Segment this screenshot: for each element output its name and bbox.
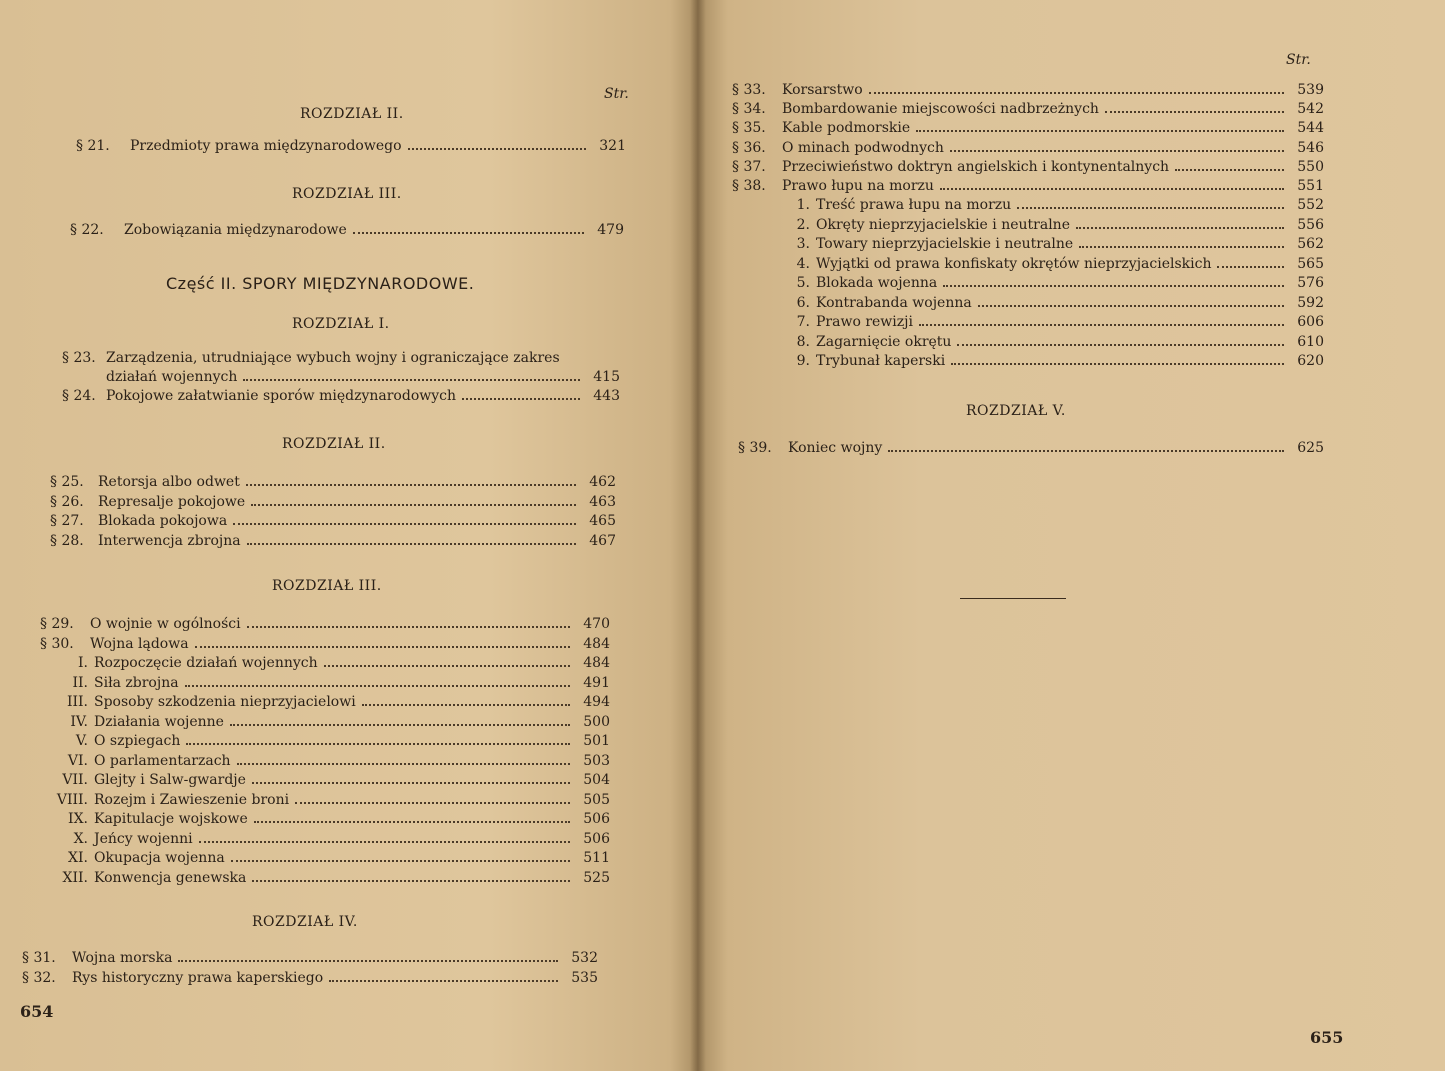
dot-leader [237,762,570,765]
section-number: § 35. [732,120,766,137]
page-number: 576 [1297,275,1324,291]
section-number: § 37. [732,158,766,175]
page-number: 546 [1297,139,1324,156]
section-number: § 29. [40,616,74,632]
page-number: 625 [1297,440,1324,456]
dot-leader [1079,245,1284,248]
entry-title: Blokada wojenna [816,275,938,291]
entry-title: Towary nieprzyjacielskie i neutralne [816,236,1074,252]
entry-title: Kapitulacje wojskowe [94,811,248,827]
toc-entry [22,950,598,966]
dot-leader [247,542,576,545]
str-label: Str. [604,86,629,102]
section-number: 4. [796,255,810,272]
dot-leader [185,684,570,687]
toc-entry [50,474,616,490]
toc-entry-continuation [62,369,620,385]
dot-leader [1175,168,1284,171]
dot-leader [462,397,580,400]
toc-entry [732,334,1324,350]
section-number: XI. [68,850,88,866]
toc-entry [732,120,1324,136]
left-page [0,0,698,1071]
page-number: 494 [583,694,610,710]
dot-leader [353,231,584,234]
toc-entry [10,831,610,847]
toc-entry [22,970,598,986]
chapter-heading: ROZDZIAŁ II. [282,436,386,452]
dot-leader [1017,206,1284,209]
dot-leader [951,362,1284,365]
page-number-footer: 654 [20,1002,54,1021]
toc-entry [10,811,610,827]
entry-title: Rys historyczny prawa kaperskiego [72,970,324,986]
page-number: 463 [589,493,616,510]
toc-entry [732,101,1324,117]
toc-entry [10,792,610,808]
page-number: 552 [1297,197,1324,213]
section-number: I. [78,655,88,671]
section-number: VII. [62,772,88,788]
page-number: 321 [599,138,626,154]
page-number: 467 [589,532,616,549]
dot-leader [957,343,1284,346]
toc-entry [10,772,610,788]
page-number: 491 [583,674,610,691]
toc-entry [10,655,610,671]
section-number: § 34. [732,101,766,118]
entry-title: O wojnie w ogólności [90,616,241,632]
toc-entry [50,513,616,529]
dot-leader [247,625,570,628]
entry-title: Rozpoczęcie działań wojennych [94,655,318,671]
str-label: Str. [1286,52,1311,68]
section-number: 2. [796,216,810,233]
page-number: 511 [583,850,610,866]
dot-leader [940,187,1284,190]
dot-leader [195,645,570,648]
section-number: 6. [796,294,810,311]
dot-leader [199,840,570,843]
section-number: § 36. [732,139,766,156]
page-number: 550 [1297,158,1324,175]
toc-entry [10,753,610,769]
page-number: 544 [1297,120,1324,137]
toc-entry [10,870,610,886]
section-number: § 28. [50,532,84,549]
toc-entry [732,217,1324,233]
entry-title: Koniec wojny [788,440,883,456]
toc-entry [40,636,610,652]
toc-entry [732,314,1324,330]
entry-title: Przedmioty prawa międzynarodowego [130,138,402,154]
toc-entry [738,440,1324,456]
page-number: 479 [597,222,624,238]
dot-leader [254,820,570,823]
page-number: 525 [583,869,610,886]
toc-entry [732,275,1324,291]
entry-title: Siła zbrojna [94,674,179,691]
chapter-heading: ROZDZIAŁ II. [300,106,404,122]
toc-entry [50,533,616,549]
page-number: 500 [583,713,610,730]
dot-leader [869,91,1284,94]
entry-title: Rozejm i Zawieszenie broni [94,791,290,808]
toc-entry [10,675,610,691]
dot-leader [178,959,558,962]
dot-leader [943,284,1284,287]
section-number: 7. [796,314,810,330]
entry-title: Korsarstwo [782,82,863,98]
page-number-footer: 655 [1310,1028,1344,1047]
page-number: 551 [1297,178,1324,194]
section-number: § 25. [50,474,84,490]
page-number: 470 [583,616,610,632]
page-number: 504 [583,772,610,788]
dot-leader [243,378,580,381]
dot-leader [246,483,576,486]
part-title: Część II. SPORY MIĘDZYNARODOWE. [166,274,475,293]
entry-title-line1: Zarządzenia, utrudniające wybuch wojny i ograniczające zakres [106,350,560,366]
end-rule [960,598,1066,599]
toc-entry [732,256,1324,272]
toc-entry [10,850,610,866]
toc-entry [70,222,624,238]
entry-title: Zagarnięcie okrętu [816,333,952,350]
dot-leader [1217,265,1284,268]
page-number: 501 [583,733,610,749]
toc-entry [732,178,1324,194]
section-number: § 23. [62,350,96,366]
page-number: 556 [1297,216,1324,233]
section-number: IX. [68,811,88,827]
entry-title: Działania wojenne [94,713,224,730]
dot-leader [233,522,576,525]
entry-title: Okupacja wojenna [94,850,225,866]
page-number: 535 [571,970,598,986]
section-number: § 26. [50,493,84,510]
dot-leader [324,664,570,667]
page-number: 506 [583,811,610,827]
dot-leader [231,859,570,862]
right-page [698,0,1445,1071]
toc-entry [62,388,620,404]
dot-leader [252,879,570,882]
section-number: 5. [796,275,810,291]
entry-title: Sposoby szkodzenia nieprzyjacielowi [94,694,356,710]
entry-title: Wyjątki od prawa konfiskaty okrętów nieprzyjacielskich [816,255,1212,272]
page-number: 505 [583,791,610,808]
page-number: 565 [1297,255,1324,272]
section-number: § 24. [62,388,96,404]
page-number: 462 [589,474,616,490]
toc-entry [732,82,1324,98]
chapter-heading: ROZDZIAŁ III. [292,186,402,202]
dot-leader [888,449,1284,452]
page-number: 592 [1297,294,1324,311]
section-number: 1. [796,197,810,213]
section-number: § 33. [732,82,766,98]
entry-title: Pokojowe załatwianie sporów międzynarodowych [106,388,456,404]
page-number: 542 [1297,101,1324,118]
toc-entry [732,159,1324,175]
section-number: V. [75,733,88,749]
entry-title-line2: działań wojennych [106,369,238,385]
dot-leader [919,323,1284,326]
entry-title: Glejty i Salw-gwardje [94,772,246,788]
section-number: § 39. [738,440,772,456]
toc-entry [732,353,1324,369]
section-number: XII. [62,869,88,886]
section-number: II. [72,674,88,691]
dot-leader [186,742,570,745]
toc-entry [10,733,610,749]
dot-leader [408,147,586,150]
page-number: 610 [1297,333,1324,350]
chapter-heading: ROZDZIAŁ V. [966,403,1066,419]
toc-entry [732,140,1324,156]
toc-entry [50,494,616,510]
entry-title: Prawo łupu na morzu [782,178,934,194]
toc-entry [732,197,1324,213]
page-number: 503 [583,752,610,769]
dot-leader [295,801,570,804]
entry-title: Retorsja albo odwet [98,474,240,490]
section-number: 3. [796,236,810,252]
chapter-heading: ROZDZIAŁ III. [272,578,382,594]
page-number: 484 [583,635,610,652]
dot-leader [950,149,1284,152]
toc-entry [10,694,610,710]
dot-leader [362,703,570,706]
page-number: 532 [571,950,598,966]
entry-title: Treść prawa łupu na morzu [816,197,1012,213]
entry-title: O parlamentarzach [94,752,231,769]
toc-entry [76,138,626,154]
dot-leader [230,723,570,726]
dot-leader [1105,110,1284,113]
chapter-heading: ROZDZIAŁ I. [292,316,390,332]
entry-title: Jeńcy wojenni [94,830,193,847]
page-number: 606 [1297,314,1324,330]
dot-leader [916,129,1284,132]
section-number: § 27. [50,513,84,529]
page-number: 562 [1297,236,1324,252]
toc-entry [732,295,1324,311]
toc-entry [10,714,610,730]
page-number: 484 [583,655,610,671]
section-number: III. [66,694,88,710]
page-number: 415 [593,369,620,385]
section-number: 8. [796,333,810,350]
page-number: 620 [1297,353,1324,369]
section-number: § 21. [76,138,110,154]
entry-title: Przeciwieństwo doktryn angielskich i kontynentalnych [782,158,1170,175]
dot-leader [329,979,558,982]
section-number: § 30. [40,635,74,652]
entry-title: Zobowiązania międzynarodowe [124,222,347,238]
entry-title: Blokada pokojowa [98,513,228,529]
entry-title: Prawo rewizji [816,314,913,330]
entry-title: Bombardowanie miejscowości nadbrzeżnych [782,101,1099,118]
section-number: 9. [796,353,810,369]
section-number: § 22. [70,222,104,238]
dot-leader [978,304,1284,307]
section-number: VIII. [56,791,88,808]
entry-title: Trybunał kaperski [816,353,946,369]
entry-title: O szpiegach [94,733,181,749]
toc-entry [732,236,1324,252]
section-number: § 31. [22,950,56,966]
page-number: 443 [593,388,620,404]
toc-entry-multiline [62,350,622,366]
entry-title: Okręty nieprzyjacielskie i neutralne [816,216,1070,233]
entry-title: O minach podwodnych [782,139,944,156]
entry-title: Kontrabanda wojenna [816,294,972,311]
page-number: 539 [1297,82,1324,98]
page-number: 506 [583,830,610,847]
entry-title: Wojna lądowa [90,635,189,652]
dot-leader [1076,226,1284,229]
entry-title: Kable podmorskie [782,120,911,137]
chapter-heading: ROZDZIAŁ IV. [252,914,358,930]
dot-leader [252,781,570,784]
page-number: 465 [589,513,616,529]
book-gutter [690,0,706,1071]
section-number: VI. [67,752,88,769]
entry-title: Represalje pokojowe [98,493,246,510]
entry-title: Konwencja genewska [94,869,247,886]
entry-title: Interwencja zbrojna [98,532,241,549]
section-number: § 38. [732,178,766,194]
section-number: § 32. [22,970,56,986]
section-number: X. [73,830,88,847]
section-number: IV. [70,713,88,730]
entry-title: Wojna morska [72,950,173,966]
dot-leader [251,503,576,506]
toc-entry [40,616,610,632]
